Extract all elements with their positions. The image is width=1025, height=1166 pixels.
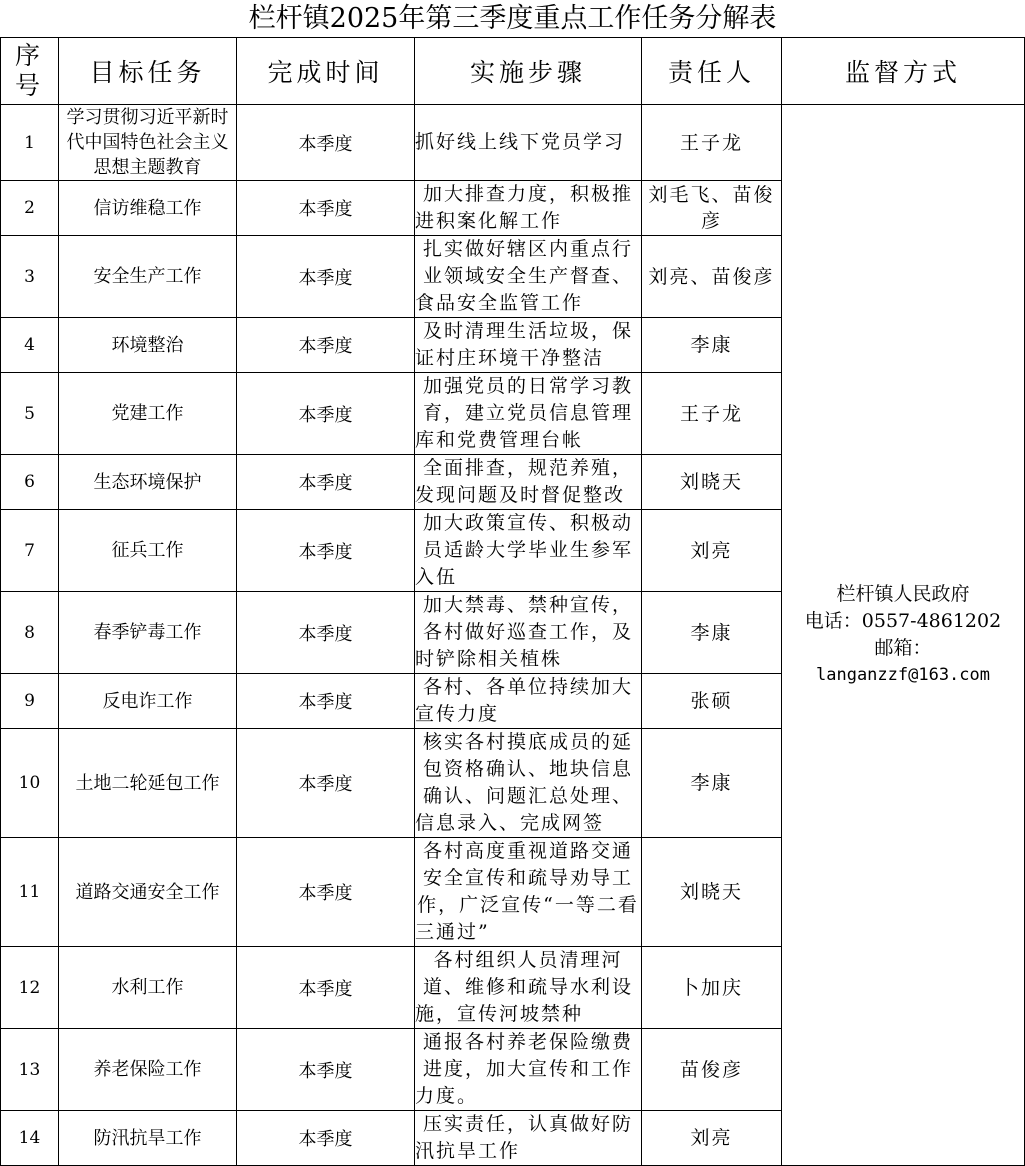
row-owner: 刘毛飞、苗俊彦 [642, 181, 782, 236]
row-owner: 王子龙 [642, 373, 782, 455]
row-task: 道路交通安全工作 [59, 838, 237, 947]
row-task: 养老保险工作 [59, 1029, 237, 1111]
header-owner: 责任人 [642, 38, 782, 105]
row-steps: 全面排查，规范养殖，发现问题及时督促整改 [415, 455, 642, 510]
row-steps: 各村组织人员清理河道、维修和疏导水利设施，宣传河坡禁种 [415, 947, 642, 1029]
row-time: 本季度 [237, 510, 415, 592]
row-task: 征兵工作 [59, 510, 237, 592]
row-steps: 加强党员的日常学习教育，建立党员信息管理库和党费管理台帐 [415, 373, 642, 455]
row-seq: 12 [1, 947, 59, 1029]
row-task: 学习贯彻习近平新时代中国特色社会主义思想主题教育 [59, 105, 237, 181]
row-time: 本季度 [237, 729, 415, 838]
row-time: 本季度 [237, 947, 415, 1029]
row-time: 本季度 [237, 1029, 415, 1111]
header-task: 目标任务 [59, 38, 237, 105]
row-task: 党建工作 [59, 373, 237, 455]
row-seq: 7 [1, 510, 59, 592]
row-time: 本季度 [237, 838, 415, 947]
header-row [1, 38, 1025, 105]
row-time: 本季度 [237, 373, 415, 455]
row-steps: 抓好线上线下党员学习 [415, 105, 642, 181]
row-owner: 刘亮 [642, 1111, 782, 1166]
row-task: 防汛抗旱工作 [59, 1111, 237, 1166]
row-steps: 各村高度重视道路交通安全宣传和疏导劝导工作，广泛宣传“一等二看三通过” [415, 838, 642, 947]
row-owner: 刘晓天 [642, 838, 782, 947]
row-owner: 王子龙 [642, 105, 782, 181]
header-supervise: 监督方式 [782, 38, 1025, 105]
row-owner: 李康 [642, 318, 782, 373]
row-owner: 卜加庆 [642, 947, 782, 1029]
row-seq: 8 [1, 592, 59, 674]
row-owner: 张硕 [642, 674, 782, 729]
supervise-cell [782, 105, 1025, 1166]
supervise-email-label: 邮箱： [874, 637, 932, 659]
row-seq: 3 [1, 236, 59, 318]
document-title: 栏杆镇2025年第三季度重点工作任务分解表 [248, 3, 777, 34]
supervise-phone: 电话：0557-4861202 [804, 610, 1002, 632]
row-seq: 1 [1, 105, 59, 181]
row-seq: 5 [1, 373, 59, 455]
row-seq: 13 [1, 1029, 59, 1111]
row-steps: 加大排查力度，积极推进积案化解工作 [415, 181, 642, 236]
header-seq: 序号 [1, 38, 59, 105]
row-owner: 苗俊彦 [642, 1029, 782, 1111]
supervise-org: 栏杆镇人民政府 [836, 583, 970, 605]
row-owner: 李康 [642, 729, 782, 838]
row-seq: 11 [1, 838, 59, 947]
row-task: 环境整治 [59, 318, 237, 373]
row-steps: 核实各村摸底成员的延包资格确认、地块信息确认、问题汇总处理、信息录入、完成网签 [415, 729, 642, 838]
row-time: 本季度 [237, 318, 415, 373]
row-steps: 通报各村养老保险缴费进度，加大宣传和工作力度。 [415, 1029, 642, 1111]
table-row [1, 105, 1025, 181]
row-time: 本季度 [237, 674, 415, 729]
row-steps: 及时清理生活垃圾，保证村庄环境干净整洁 [415, 318, 642, 373]
row-seq: 2 [1, 181, 59, 236]
row-task: 信访维稳工作 [59, 181, 237, 236]
row-owner: 李康 [642, 592, 782, 674]
row-steps: 各村、各单位持续加大宣传力度 [415, 674, 642, 729]
row-owner: 刘亮、苗俊彦 [642, 236, 782, 318]
row-owner: 刘亮 [642, 510, 782, 592]
row-steps: 扎实做好辖区内重点行业领域安全生产督查、食品安全监管工作 [415, 236, 642, 318]
row-task: 土地二轮延包工作 [59, 729, 237, 838]
row-seq: 14 [1, 1111, 59, 1166]
header-steps: 实施步骤 [415, 38, 642, 105]
row-seq: 10 [1, 729, 59, 838]
row-task: 春季铲毒工作 [59, 592, 237, 674]
row-time: 本季度 [237, 455, 415, 510]
header-time: 完成时间 [237, 38, 415, 105]
row-seq: 4 [1, 318, 59, 373]
row-task: 反电诈工作 [59, 674, 237, 729]
row-time: 本季度 [237, 105, 415, 181]
row-steps: 加大禁毒、禁种宣传，各村做好巡查工作，及时铲除相关植株 [415, 592, 642, 674]
row-time: 本季度 [237, 236, 415, 318]
row-steps: 加大政策宣传、积极动员适龄大学毕业生参军入伍 [415, 510, 642, 592]
row-seq: 6 [1, 455, 59, 510]
row-time: 本季度 [237, 592, 415, 674]
row-steps: 压实责任，认真做好防汛抗旱工作 [415, 1111, 642, 1166]
row-owner: 刘晓天 [642, 455, 782, 510]
row-time: 本季度 [237, 1111, 415, 1166]
row-task: 水利工作 [59, 947, 237, 1029]
row-time: 本季度 [237, 181, 415, 236]
row-task: 安全生产工作 [59, 236, 237, 318]
task-table [0, 37, 1025, 1166]
row-task: 生态环境保护 [59, 455, 237, 510]
supervise-email: langanzzf@163.com [816, 665, 990, 685]
row-seq: 9 [1, 674, 59, 729]
